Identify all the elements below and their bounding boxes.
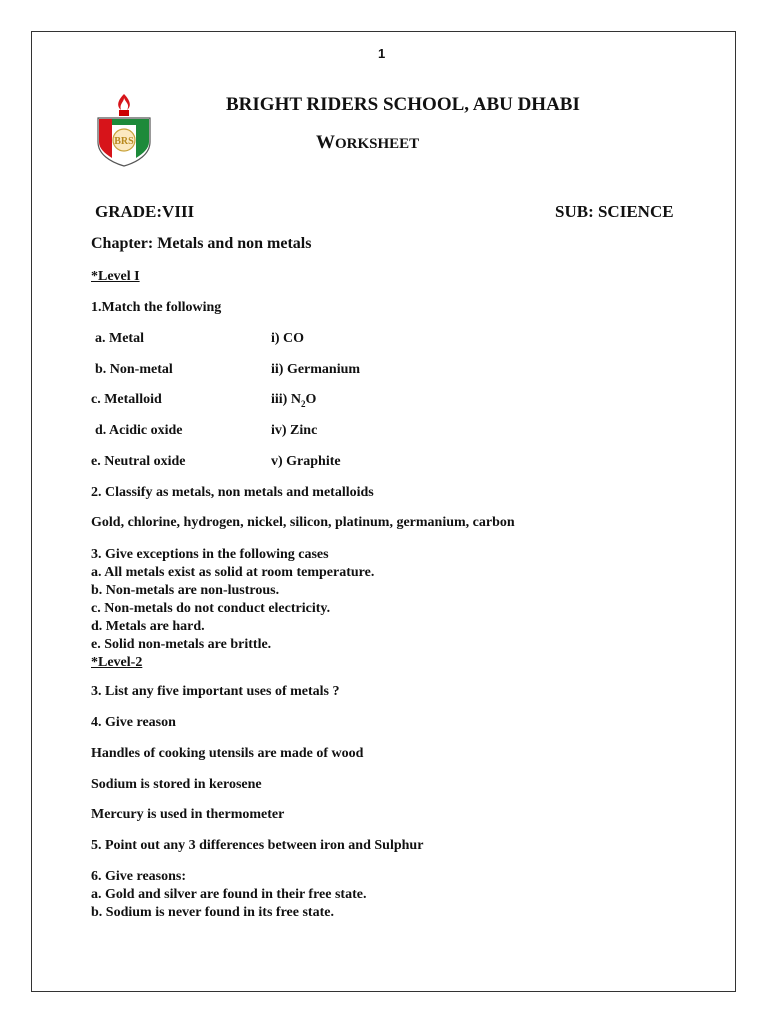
question-2: 2. Classify as metals, non metals and metalloids [91, 485, 374, 500]
worksheet-cap: W [316, 132, 335, 153]
torch-flame-icon [118, 94, 130, 110]
question-6-item: a. Gold and silver are found in their free state. [91, 887, 367, 902]
match-left-item: e. Neutral oxide [91, 454, 186, 469]
question-4: 4. Give reason [91, 715, 176, 730]
level2-heading: *Level-2 [91, 655, 143, 670]
question-4-item: Sodium is stored in kerosene [91, 777, 262, 792]
match-left-item: c. Metalloid [91, 392, 162, 407]
question-3-item: e. Solid non-metals are brittle. [91, 637, 272, 652]
worksheet-rest: ORKSHEET [335, 136, 420, 152]
question-6-block [91, 868, 366, 922]
question-6-item: b. Sodium is never found in its free state. [91, 905, 334, 920]
subject-label: SUB: SCIENCE [555, 202, 674, 221]
question-2-items: Gold, chlorine, hydrogen, nickel, silicon, platinum, germanium, carbon [91, 515, 515, 530]
school-logo [94, 92, 154, 168]
level2-question-3: 3. List any five important uses of metals ? [91, 684, 340, 699]
match-left-item: d. Acidic oxide [95, 423, 183, 438]
question-3-block [91, 546, 374, 672]
match-right-item: v) Graphite [271, 454, 341, 469]
n2o-text: iii) N [271, 392, 301, 407]
worksheet-title [316, 132, 419, 154]
question-3-item: c. Non-metals do not conduct electricity. [91, 601, 331, 616]
question-1: 1.Match the following [91, 300, 222, 315]
question-3-item: a. All metals exist as solid at room temperature. [91, 565, 375, 580]
chapter-title: Chapter: Metals and non metals [91, 235, 312, 252]
question-3-item: d. Metals are hard. [91, 619, 205, 634]
question-3-item: b. Non-metals are non-lustrous. [91, 583, 280, 598]
match-right-item: iv) Zinc [271, 423, 318, 438]
question-4-item: Handles of cooking utensils are made of wood [91, 746, 364, 761]
grade-label: GRADE:VIII [95, 202, 195, 221]
match-left-item: a. Metal [95, 331, 144, 346]
question-5: 5. Point out any 3 differences between iron and Sulphur [91, 838, 424, 853]
match-right-item: i) CO [271, 331, 305, 346]
question-6: 6. Give reasons: [91, 869, 187, 884]
match-left-item: b. Non-metal [95, 362, 173, 377]
n2o-subscript: 2 [300, 398, 306, 409]
school-name: BRIGHT RIDERS SCHOOL, ABU DHABI [226, 94, 580, 115]
svg-text:BRS: BRS [114, 136, 134, 147]
match-right-item: ii) Germanium [271, 362, 361, 377]
page-number: 1 [378, 46, 386, 61]
n2o-end: O [305, 392, 317, 407]
match-right-item-n2o [271, 392, 316, 409]
question-4-item: Mercury is used in thermometer [91, 807, 285, 822]
level1-heading: *Level I [91, 269, 140, 284]
question-3: 3. Give exceptions in the following cases [91, 547, 329, 562]
